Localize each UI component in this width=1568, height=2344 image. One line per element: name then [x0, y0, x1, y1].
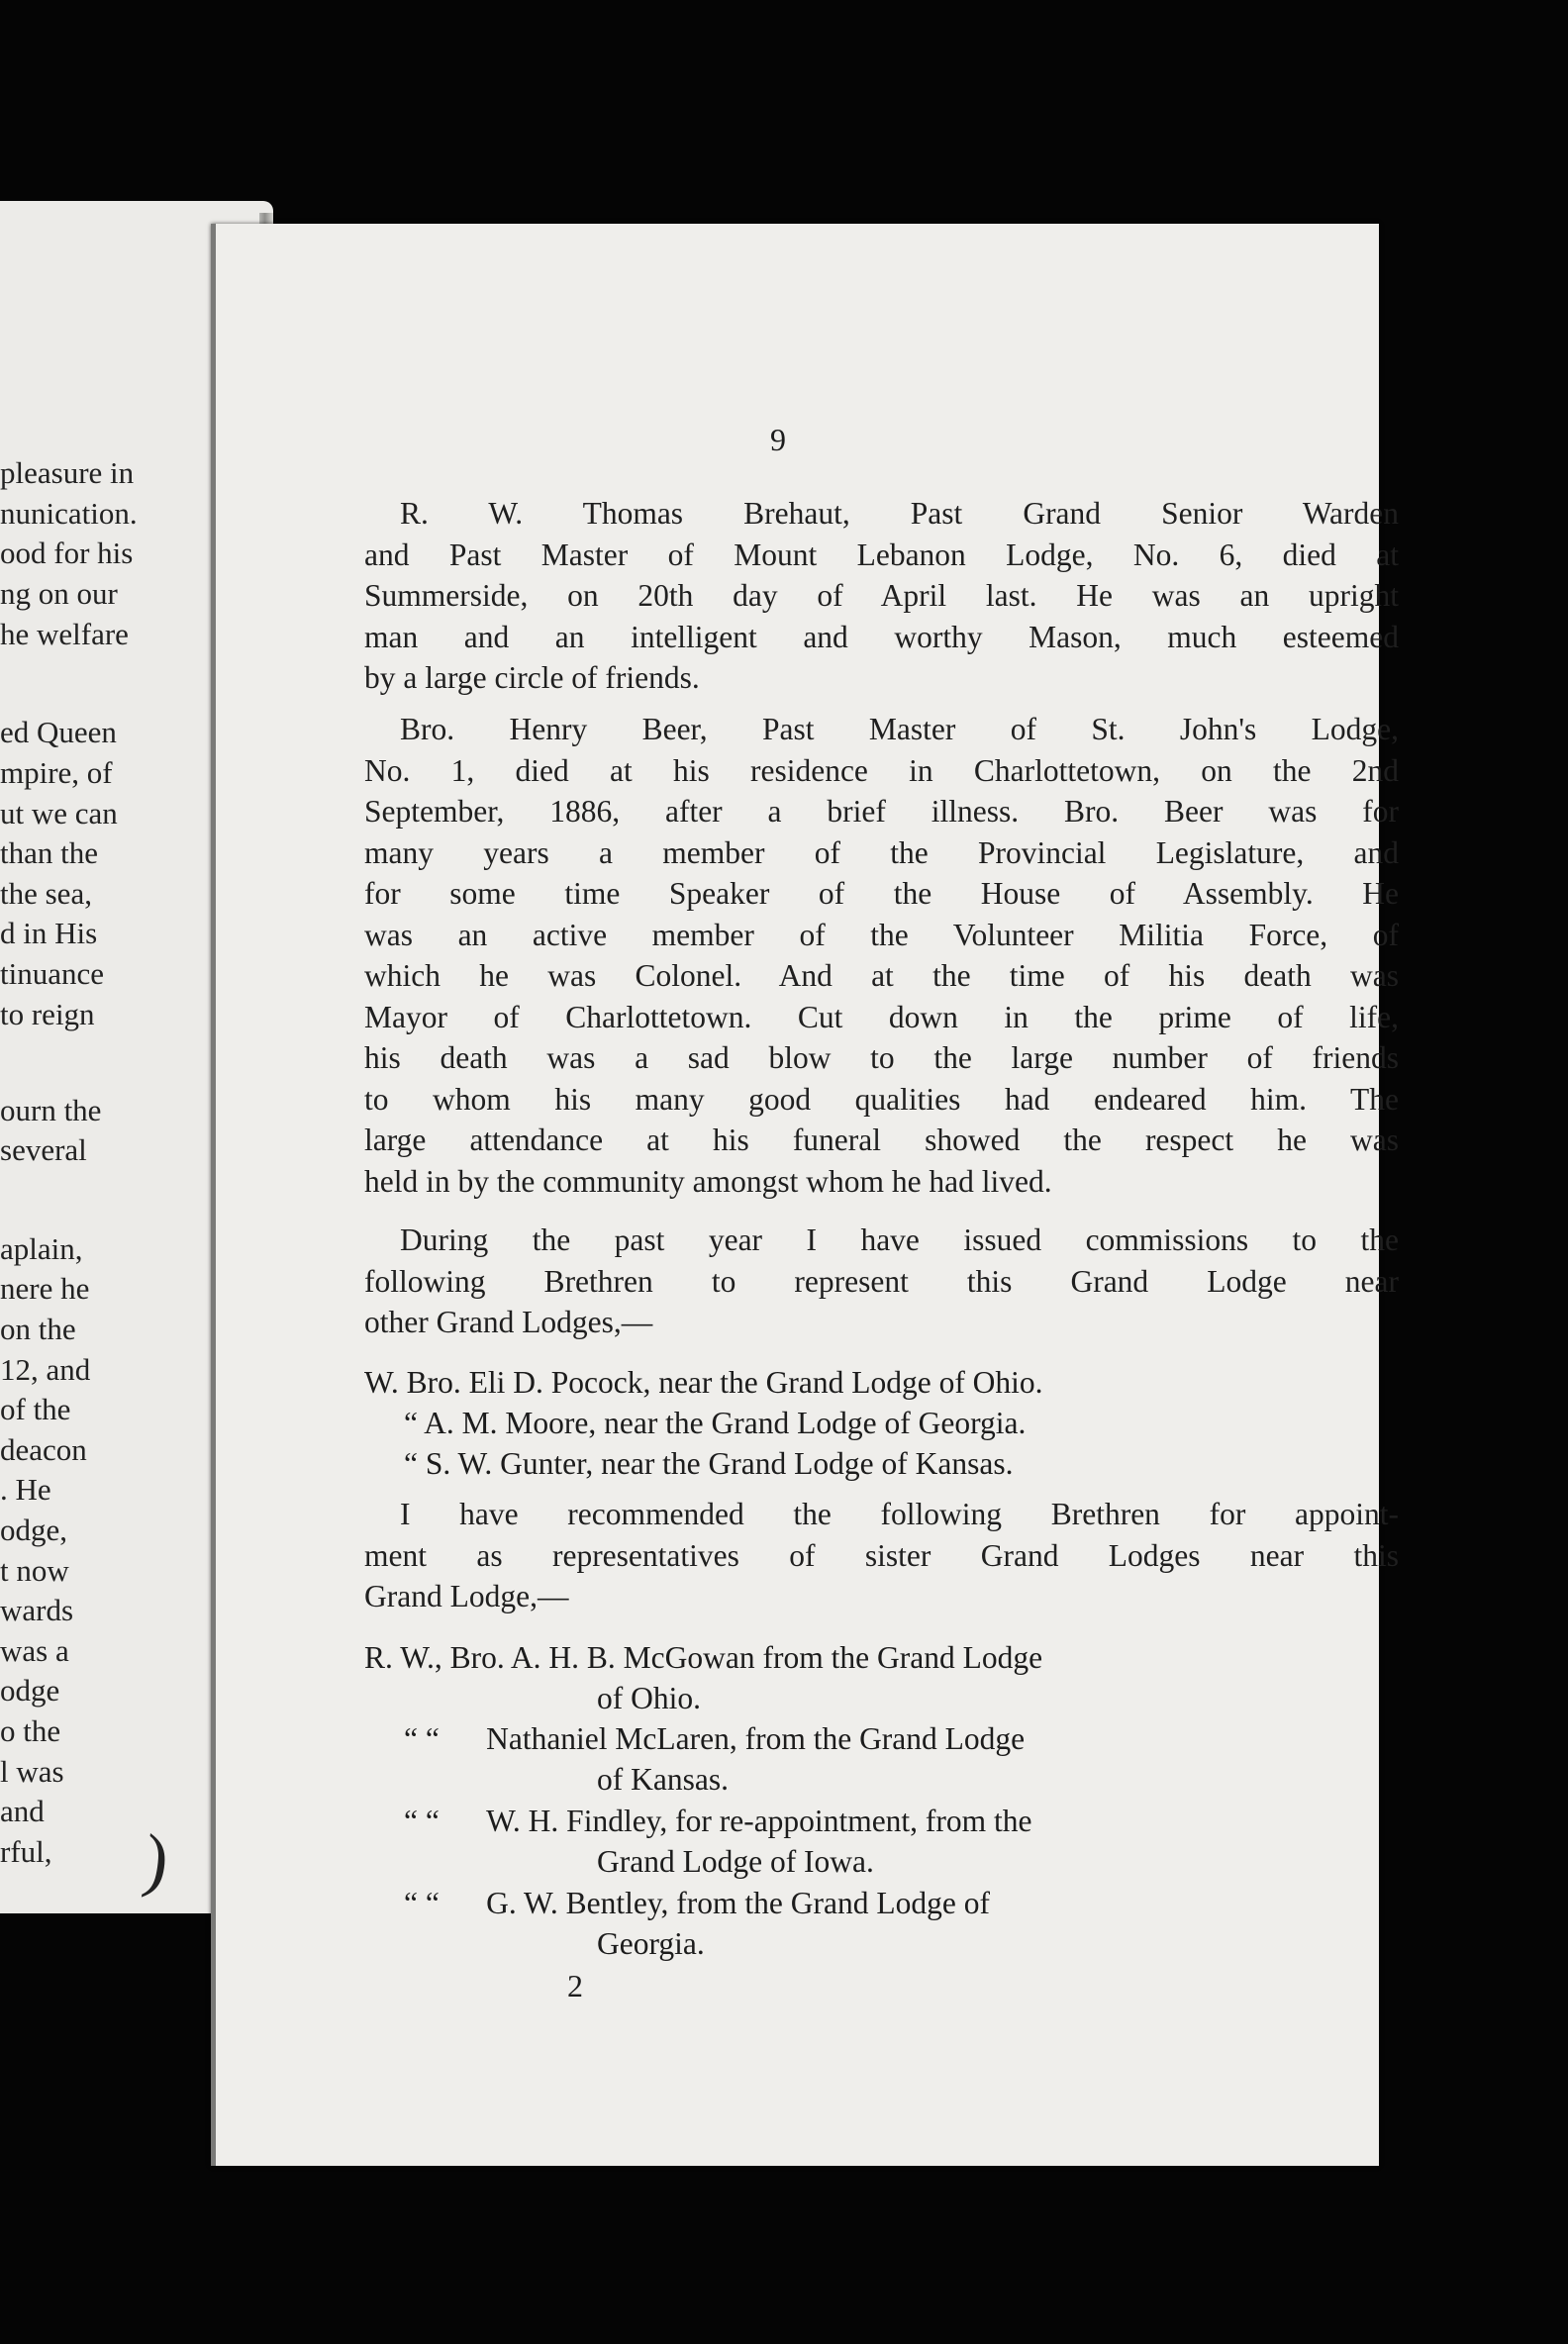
left-page-text-line: he welfare — [0, 617, 129, 651]
text-line: ment as representatives of sister Grand Lodges near this — [364, 1537, 1399, 1573]
commission-line: “ S. W. Gunter, near the Grand Lodge of Kansas. — [404, 1446, 1014, 1481]
left-page-text-line: ut we can — [0, 796, 118, 830]
paragraph-brehaut — [364, 493, 1399, 699]
left-page-text-line: mpire, of — [0, 755, 113, 790]
rep-prefix: R. W., Bro. — [364, 1640, 505, 1675]
text-line: by a large circle of friends. — [364, 660, 700, 695]
left-page-text-line: 12, and — [0, 1352, 91, 1387]
left-page-text-line: nere he — [0, 1271, 90, 1306]
rep-continuation: of Ohio. — [597, 1681, 701, 1715]
signature-mark: 2 — [567, 1968, 583, 2003]
commission-line: “ A. M. Moore, near the Grand Lodge of Georgia. — [404, 1406, 1027, 1440]
text-line: other Grand Lodges,— — [364, 1305, 653, 1339]
text-line: Grand Lodge,— — [364, 1579, 569, 1613]
text-line: for some time Speaker of the House of Assembly. He — [364, 876, 1399, 911]
text-line: R. W. Thomas Brehaut, Past Grand Senior Warden — [400, 496, 1399, 531]
left-page-text-line: o the — [0, 1713, 61, 1748]
representative-entry — [404, 1883, 990, 1924]
rep-continuation: Georgia. — [597, 1926, 705, 1961]
text-line: Bro. Henry Beer, Past Master of St. John's Lodge, — [400, 712, 1399, 746]
left-page-text-line: aplain, — [0, 1231, 83, 1266]
text-line: Summerside, on 20th day of April last. He was an upright — [364, 578, 1399, 613]
left-page-text-line: ng on our — [0, 576, 118, 611]
rep-name: G. W. Bentley, from the Grand Lodge of — [486, 1886, 990, 1920]
page-spine-edge — [211, 224, 216, 2166]
left-page-text-line: tinuance — [0, 956, 105, 991]
rep-prefix: “ “ — [404, 1886, 440, 1920]
text-line: During the past year I have issued commissions to the — [400, 1222, 1399, 1257]
rep-prefix: “ “ — [404, 1721, 440, 1756]
commission-line: W. Bro. Eli D. Pocock, near the Grand Lodge of Ohio. — [364, 1365, 1043, 1400]
left-page-text-line: t now — [0, 1553, 69, 1588]
representative-entry — [404, 1718, 1025, 1760]
left-page-text-line: and — [0, 1794, 45, 1828]
left-page-text-line: l was — [0, 1754, 64, 1789]
text-line: and Past Master of Mount Lebanon Lodge, No. 6, died at — [364, 537, 1399, 572]
left-page-text-line: deacon — [0, 1432, 87, 1467]
left-page-text-line: ood for his — [0, 536, 134, 570]
rep-continuation: of Kansas. — [597, 1762, 729, 1797]
text-line: which he was Colonel. And at the time of his death was — [364, 958, 1399, 993]
left-page-text-line: the sea, — [0, 876, 92, 911]
rep-name: A. H. B. McGowan from the Grand Lodge — [510, 1640, 1043, 1675]
left-page-text-line: . He — [0, 1472, 51, 1507]
left-page-text-line: than the — [0, 835, 98, 870]
left-page-text-line: of the — [0, 1392, 71, 1426]
left-page-text-line: several — [0, 1132, 87, 1167]
rep-name: W. H. Findley, for re-appointment, from the — [486, 1804, 1032, 1838]
margin-bracket-mark: ) — [139, 1818, 174, 1902]
representative-entry — [364, 1637, 1042, 1679]
page-number: 9 — [770, 422, 786, 457]
left-page-text-line: odge — [0, 1673, 60, 1708]
text-line: I have recommended the following Brethren for appoint- — [400, 1497, 1399, 1531]
text-line: No. 1, died at his residence in Charlottetown, on the 2nd — [364, 752, 1399, 788]
text-line: to whom his many good qualities had endeared him. The — [364, 1081, 1399, 1117]
left-page-text-line: odge, — [0, 1513, 68, 1547]
text-line: following Brethren to represent this Grand Lodge near — [364, 1263, 1399, 1299]
rep-name: Nathaniel McLaren, from the Grand Lodge — [486, 1721, 1026, 1756]
paragraph-beer — [364, 709, 1399, 1202]
text-line: large attendance at his funeral showed the respect he was — [364, 1123, 1399, 1157]
left-page-text-line: to reign — [0, 997, 95, 1031]
paragraph-recommend-intro — [364, 1494, 1399, 1617]
left-page-text-line: nunication. — [0, 496, 138, 531]
text-line: his death was a sad blow to the large number of friends — [364, 1040, 1399, 1075]
left-page-text-line: pleasure in — [0, 455, 135, 490]
text-line: Mayor of Charlottetown. Cut down in the prime of life, — [364, 999, 1399, 1034]
right-page — [211, 224, 1399, 2166]
rep-continuation: Grand Lodge of Iowa. — [597, 1844, 874, 1879]
text-line: was an active member of the Volunteer Militia Force, of — [364, 917, 1399, 952]
left-page-text-line: d in His — [0, 916, 98, 950]
text-line: September, 1886, after a brief illness. Bro. Beer was for — [364, 794, 1399, 829]
text-line: held in by the community amongst whom he had lived. — [364, 1163, 1052, 1199]
left-page-text-line: ed Queen — [0, 715, 117, 749]
text-line: man and an intelligent and worthy Mason, much esteemed — [364, 619, 1399, 654]
representative-entry — [404, 1801, 1032, 1842]
paragraph-commissions-intro — [364, 1220, 1399, 1343]
left-page-text-line: on the — [0, 1312, 76, 1346]
left-page-text-line: was a — [0, 1633, 69, 1668]
left-page-text-line: wards — [0, 1593, 74, 1627]
left-page-text-line: rful, — [0, 1834, 52, 1869]
left-page-text-line: ourn the — [0, 1093, 102, 1127]
rep-prefix: “ “ — [404, 1804, 440, 1838]
text-line: many years a member of the Provincial Legislature, and — [364, 834, 1399, 870]
